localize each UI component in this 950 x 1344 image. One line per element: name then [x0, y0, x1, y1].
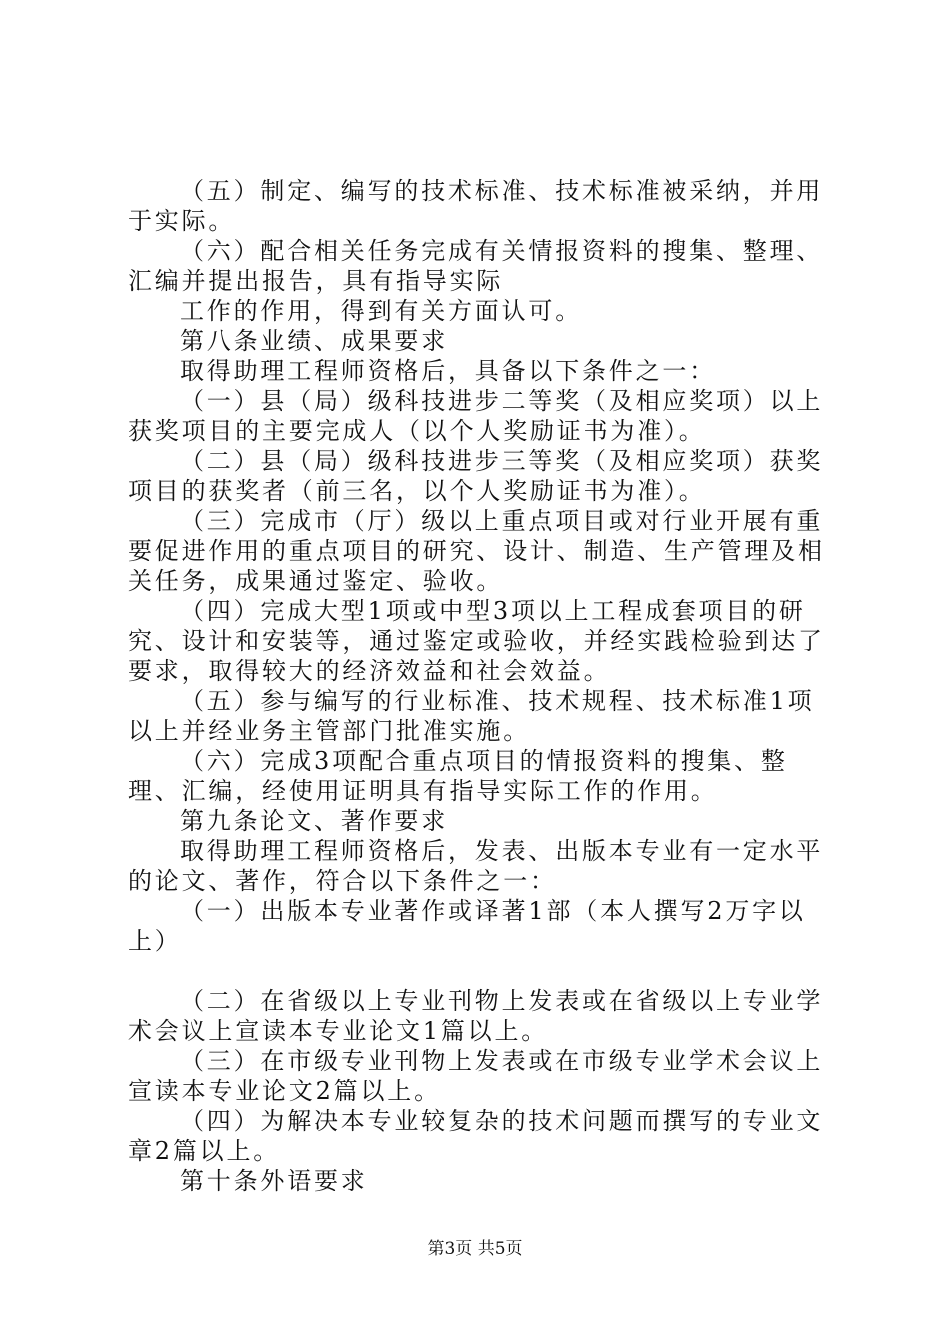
paragraph: （六）配合相关任务完成有关情报资料的搜集、整理、汇编并提出报告，具有指导实际	[128, 237, 824, 295]
paragraph: （二）县（局）级科技进步三等奖（及相应奖项）获奖项目的获奖者（前三名，以个人奖励证书为准）。	[128, 447, 824, 505]
paragraph: （一）县（局）级科技进步二等奖（及相应奖项）以上获奖项目的主要完成人（以个人奖励证书为准）。	[128, 387, 824, 445]
section-heading: 第九条论文、著作要求	[180, 807, 448, 835]
paragraph: （五）参与编写的行业标准、技术规程、技术标准1项以上并经业务主管部门批准实施。	[128, 687, 815, 745]
paragraph: （四）完成大型1项或中型3项以上工程成套项目的研究、设计和安装等，通过鉴定或验收，并经实践检验到达了要求，取得较大的经济效益和社会效益。	[128, 597, 825, 685]
paragraph: （二）在省级以上专业刊物上发表或在省级以上专业学术会议上宣读本专业论文1篇以上。	[128, 987, 824, 1045]
page-number: 第3页 共5页	[427, 1239, 523, 1259]
section-heading: 第十条外语要求	[180, 1167, 368, 1195]
paragraph: 取得助理工程师资格后，发表、出版本专业有一定水平的论文、著作，符合以下条件之一：	[128, 837, 824, 895]
paragraph: （一）出版本专业著作或译著1部（本人撰写2万字以上）	[128, 897, 806, 955]
paragraph: （六）完成3项配合重点项目的情报资料的搜集、整理、汇编，经使用证明具有指导实际工作的作用。	[128, 747, 788, 805]
paragraph: （三）完成市（厅）级以上重点项目或对行业开展有重要促进作用的重点项目的研究、设计、制造、生产管理及相关任务，成果通过鉴定、验收。	[128, 507, 825, 595]
document-body	[128, 176, 828, 1196]
paragraph: （五）制定、编写的技术标准、技术标准被采纳，并用于实际。	[128, 177, 824, 235]
section-heading: 第八条业绩、成果要求	[180, 327, 448, 355]
paragraph: （四）为解决本专业较复杂的技术问题而撰写的专业文章2篇以上。	[128, 1107, 824, 1165]
paragraph: 取得助理工程师资格后，具备以下条件之一：	[180, 357, 716, 385]
page-footer	[0, 1238, 950, 1260]
blank-line	[128, 956, 828, 986]
paragraph: 工作的作用，得到有关方面认可。	[180, 297, 582, 325]
paragraph: （三）在市级专业刊物上发表或在市级专业学术会议上宣读本专业论文2篇以上。	[128, 1047, 824, 1105]
